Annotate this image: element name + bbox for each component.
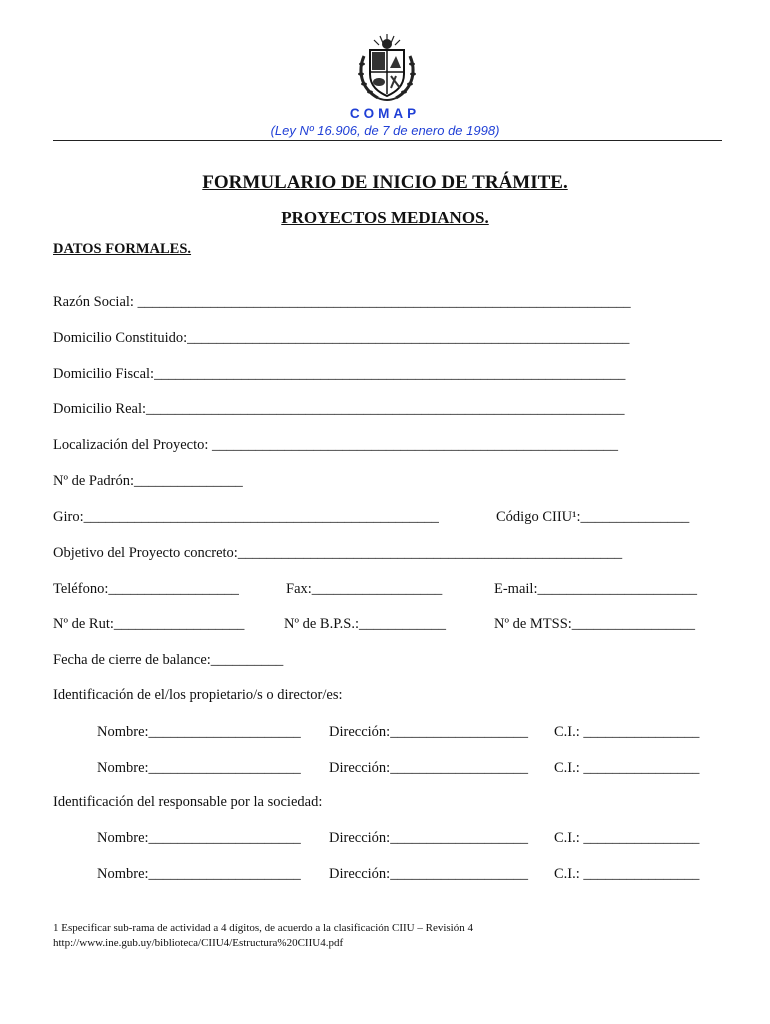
field-bps[interactable]: Nº de B.P.S.:____________ bbox=[284, 616, 446, 632]
section-heading: DATOS FORMALES. bbox=[53, 241, 192, 257]
form-subtitle: PROYECTOS MEDIANOS. bbox=[281, 208, 489, 227]
field-rut[interactable]: Nº de Rut:__________________ bbox=[53, 616, 245, 632]
responsible-2-nombre[interactable]: Nombre:_____________________ bbox=[97, 866, 301, 882]
field-email[interactable]: E-mail:______________________ bbox=[494, 581, 697, 597]
responsible-1-direccion[interactable]: Dirección:___________________ bbox=[329, 830, 528, 846]
header-divider bbox=[53, 140, 722, 141]
coat-of-arms-icon bbox=[356, 32, 418, 104]
law-reference: (Ley Nº 16.906, de 7 de enero de 1998) bbox=[270, 123, 500, 138]
responsible-1-nombre[interactable]: Nombre:_____________________ bbox=[97, 830, 301, 846]
owner-1-direccion[interactable]: Dirección:___________________ bbox=[329, 724, 528, 740]
field-telefono[interactable]: Teléfono:__________________ bbox=[53, 581, 239, 597]
field-domicilio-real[interactable]: Domicilio Real:__________________________________________________________________ bbox=[53, 401, 625, 417]
owner-2-ci[interactable]: C.I.: ________________ bbox=[554, 760, 700, 776]
owner-1-nombre[interactable]: Nombre:_____________________ bbox=[97, 724, 301, 740]
field-localizacion[interactable]: Localización del Proyecto: ________________________________________________________ bbox=[53, 437, 619, 453]
owner-2-nombre[interactable]: Nombre:_____________________ bbox=[97, 760, 301, 776]
responsible-1-ci[interactable]: C.I.: ________________ bbox=[554, 830, 700, 846]
responsible-2-ci[interactable]: C.I.: ________________ bbox=[554, 866, 700, 882]
footnote-link[interactable]: http://www.ine.gub.uy/biblioteca/CIIU4/Estructura%20CIIU4.pdf bbox=[53, 937, 344, 949]
owner-2-direccion[interactable]: Dirección:___________________ bbox=[329, 760, 528, 776]
footnote-text: 1 Especificar sub-rama de actividad a 4 dígitos, de acuerdo a la clasificación CIIU – Revisión 4 bbox=[53, 922, 473, 934]
owner-1-ci[interactable]: C.I.: ________________ bbox=[554, 724, 700, 740]
field-fecha-balance[interactable]: Fecha de cierre de balance:__________ bbox=[53, 652, 284, 668]
field-domicilio-fiscal[interactable]: Domicilio Fiscal:_________________________________________________________________ bbox=[53, 366, 626, 382]
field-domicilio-constituido[interactable]: Domicilio Constituido:_____________________________________________________________ bbox=[53, 330, 630, 346]
field-giro[interactable]: Giro:_________________________________________________ bbox=[53, 509, 439, 525]
field-mtss[interactable]: Nº de MTSS:_________________ bbox=[494, 616, 696, 632]
responsible-heading: Identificación del responsable por la sociedad: bbox=[53, 794, 323, 810]
responsible-2-direccion[interactable]: Dirección:___________________ bbox=[329, 866, 528, 882]
field-objetivo[interactable]: Objetivo del Proyecto concreto:_____________________________________________________ bbox=[53, 545, 623, 561]
field-fax[interactable]: Fax:__________________ bbox=[286, 581, 443, 597]
field-padron[interactable]: Nº de Padrón:_______________ bbox=[53, 473, 243, 489]
form-title: FORMULARIO DE INICIO DE TRÁMITE. bbox=[202, 172, 568, 193]
agency-name: COMAP bbox=[349, 106, 421, 121]
field-razon-social[interactable]: Razón Social: ____________________________________________________________________ bbox=[53, 294, 631, 310]
field-codigo-ciiu[interactable]: Código CIIU¹:_______________ bbox=[496, 509, 690, 525]
owners-heading: Identificación de el/los propietario/s o director/es: bbox=[53, 687, 343, 703]
